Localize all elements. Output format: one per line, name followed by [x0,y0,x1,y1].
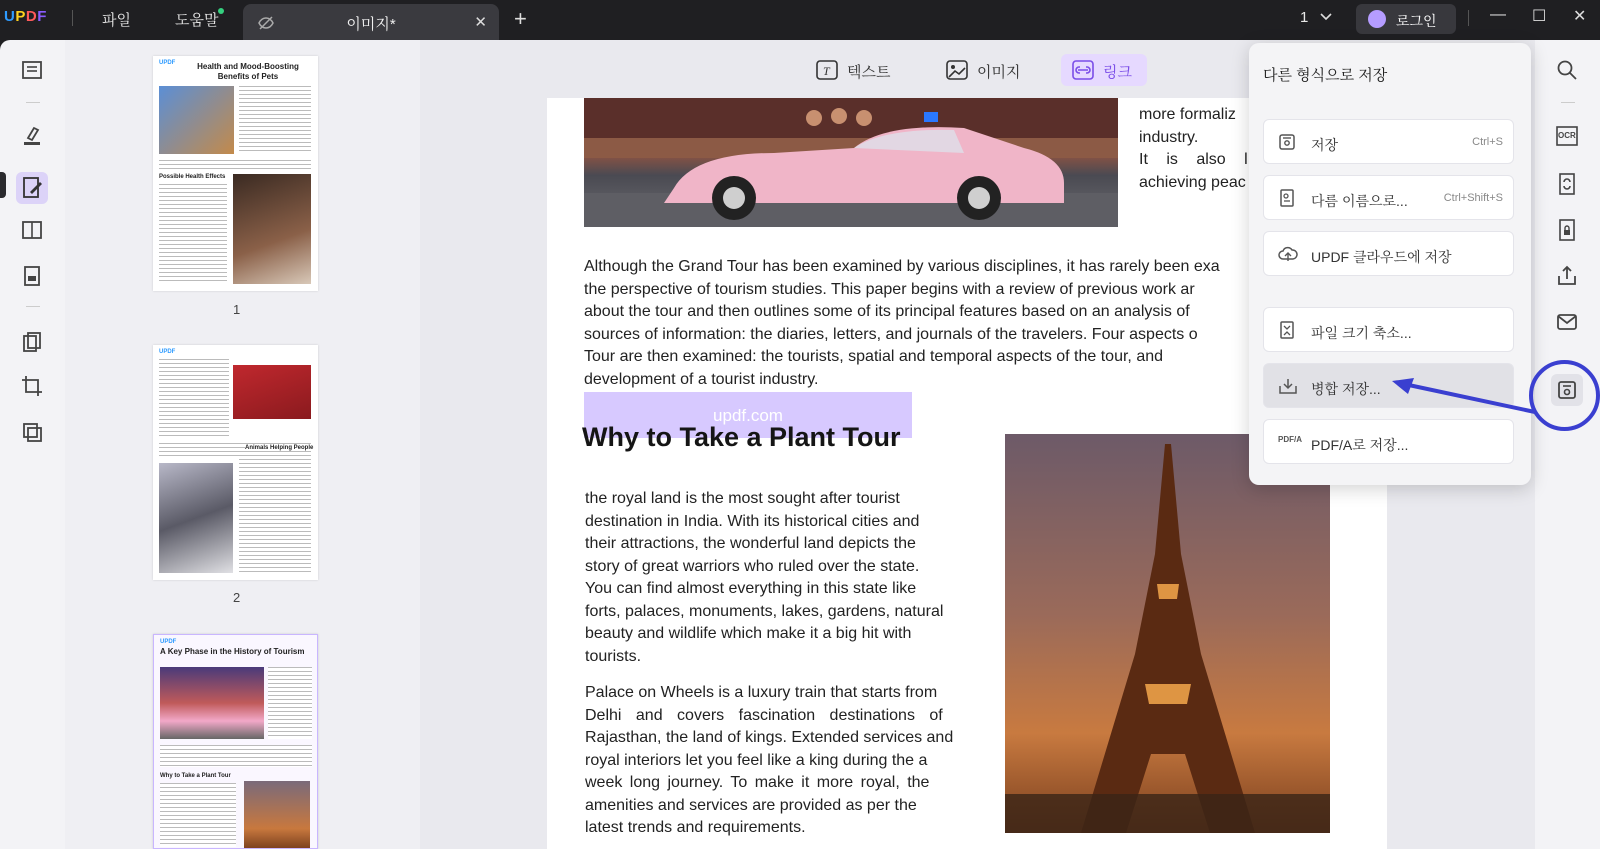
close-window-icon[interactable]: ✕ [1573,8,1587,25]
page-indicator[interactable] [1300,9,1333,26]
side-text-line: more formaliz [1139,106,1236,123]
crop-icon[interactable] [20,374,44,398]
ocr-icon-label: OCR [1558,131,1576,140]
notification-dot [218,8,224,14]
share-icon[interactable] [1555,264,1579,288]
page-tools-icon[interactable] [20,330,44,354]
thumb-tower-image [244,781,310,849]
login-button[interactable] [1356,4,1456,34]
side-text-line: industry. [1139,128,1199,146]
tool-image[interactable] [935,54,1030,86]
paragraph-line: story of great warriors who ruled over the state. [585,557,920,575]
save-as-menu [1249,43,1531,485]
save-menu-item-cloud[interactable] [1263,231,1514,276]
document-tab[interactable] [243,4,499,40]
thumbnail-page-2[interactable] [153,345,318,580]
paragraph-line: Although the Grand Tour has been examined by various disciplines, it has rarely been exa [584,258,1220,275]
svg-text:T: T [823,64,830,78]
edit-pdf-icon[interactable] [16,172,48,204]
title-divider-2 [1468,10,1469,26]
paragraph-line: Rajasthan, the land of kings. Extended services and [585,729,954,746]
thumb-text-block [239,455,311,573]
left-toolbar [0,40,65,849]
page-organize-icon[interactable] [20,218,44,242]
paragraph-line: development of a tourist industry. [584,370,819,388]
comment-highlighter-icon[interactable] [20,124,44,148]
paragraph-line: their attractions, the wonderful land depicts the [585,535,916,552]
protect-icon[interactable] [1555,218,1579,242]
thumb-cat-image [159,86,234,154]
thumb-cat-image [159,463,233,573]
save-menu-item-label: 저장 [1311,137,1339,153]
thumb-text-block [159,184,227,284]
paragraph-line: forts, palaces, monuments, lakes, gardens, natural [585,602,944,620]
maximize-icon[interactable]: ☐ [1532,8,1547,25]
login-label: 로그인 [1396,13,1437,29]
add-tab-icon[interactable]: + [514,6,527,31]
pdfa-icon: PDF/A [1278,435,1302,444]
convert-icon[interactable] [1555,172,1579,196]
sidebar-collapse-handle[interactable] [0,172,6,198]
tool-link[interactable] [1061,54,1147,86]
paragraph-line: amenities and services are provided as per the [585,796,917,814]
paragraph-line: the royal land is the most sought after tourist [585,490,900,507]
menu-help[interactable] [175,9,218,30]
paragraph-royal-land[interactable] [585,488,965,668]
save-menu-item-label: 다름 이름으로... [1311,193,1408,209]
title-bar [0,0,1600,40]
thumb-title: A Key Phase in the History of Tourism [160,647,305,656]
text-tool-icon [815,59,839,85]
thumb-text-block [268,667,312,739]
side-text-line: achieving peac [1139,173,1246,191]
save-icon [1278,133,1296,154]
save-menu-item-compress[interactable] [1263,307,1514,352]
link-url: updf.com [713,406,783,425]
flatten-save-icon [1278,377,1298,398]
paragraph-line: tourists. [585,647,642,665]
thumb-title: Health and Mood-Boosting Benefits of Pets [197,62,299,81]
thumb-subheading: Animals Helping People [245,445,314,451]
thumb-subheading: Why to Take a Plant Tour [160,773,231,779]
thumbnail-page-number: 1 [233,302,241,317]
avatar [1368,10,1386,28]
menu-help-label: 도움말 [175,12,219,29]
rail-divider [1561,102,1575,103]
paragraph-line: destination in India. With its historical cities and [585,512,920,530]
rail-divider [26,102,40,103]
layers-icon[interactable] [20,420,44,444]
paragraph-line: week long journey. To make it more royal, the [585,774,930,791]
paragraph-palace-on-wheels[interactable] [585,682,970,840]
paragraph-line: You can find almost everything in this state like [585,580,917,597]
paragraph-line: about the tour and then outlines some of its principal features based on an analysis of [584,303,1190,320]
thumb-text-block [159,160,311,170]
tool-link-label: 링크 [1103,64,1132,81]
paragraph-line: Palace on Wheels is a luxury train that starts from [585,684,938,701]
compress-icon [1278,321,1296,342]
thumb-logo: UPDF [159,349,176,355]
image-tool-icon [945,59,969,85]
updf-logo[interactable]: UPDF [4,8,47,25]
thumb-logo: UPDF [160,639,177,645]
tool-text[interactable] [805,54,900,86]
rail-divider-2 [26,306,40,307]
save-menu-item-save[interactable] [1263,119,1514,164]
link-tool-icon [1071,59,1095,85]
tool-image-label: 이미지 [977,64,1021,81]
paragraph-line: sources of information: the diaries, letters, and journals of the travelers. Four aspects o [584,325,1198,343]
thumb-text-block [239,86,311,154]
save-menu-item-shortcut: Ctrl+Shift+S [1443,192,1503,204]
title-divider [72,10,73,26]
save-menu-item-save-as[interactable] [1263,175,1514,220]
save-menu-item-label: 파일 크기 축소... [1311,325,1412,341]
save-menu-item-shortcut: Ctrl+S [1472,136,1503,148]
save-as-icon [1278,189,1296,210]
save-menu-item-pdfa[interactable] [1263,419,1514,464]
menu-file[interactable]: 파일 [102,12,131,29]
minimize-icon[interactable]: — [1490,6,1506,23]
reader-mode-icon[interactable] [20,58,44,82]
right-toolbar [1535,40,1600,849]
thumb-car-image [160,667,264,739]
thumbnail-page-1[interactable] [153,56,318,291]
thumb-dog-image [233,174,311,284]
section-heading[interactable]: Why to Take a Plant Tour [582,422,901,452]
form-edit-icon[interactable] [20,264,44,288]
paragraph-line: royal interiors let you feel like a king during the a [585,751,928,769]
chevron-down-icon [1319,9,1333,26]
tool-text-label: 텍스트 [847,64,891,81]
paragraph-line: Tour are then examined: the tourists, spatial and temporal aspects of the tour, and [584,348,1164,365]
side-text-line: It is also l [1139,151,1248,168]
cloud-icon [1278,245,1298,266]
paragraph-line: the perspective of tourism studies. This paper begins with a review of previous work ar [584,280,1195,298]
thumbnail-page-3[interactable] [153,634,318,849]
eiffel-tower-image[interactable] [1005,434,1330,833]
search-icon[interactable] [1555,58,1579,82]
paragraph-line: latest trends and requirements. [585,819,806,836]
thumbnail-page-number: 2 [233,590,241,605]
mail-icon[interactable] [1555,310,1579,334]
save-menu-title: 다른 형식으로 저장 [1263,67,1388,84]
thumb-text-block [160,783,236,847]
save-menu-item-label: PDF/A로 저장... [1311,437,1409,453]
car-image[interactable] [584,98,1118,227]
save-menu-item-label: UPDF 클라우드에 저장 [1311,249,1452,265]
thumb-text-block [159,359,229,439]
save-menu-item-label: 병합 저장... [1311,381,1381,397]
thumb-subheading: Possible Health Effects [159,174,226,180]
thumb-dog-costume-image [233,365,311,419]
ocr-icon[interactable] [1555,124,1579,148]
paragraph-grand-tour[interactable] [584,256,1254,391]
thumb-logo: UPDF [159,60,176,66]
page-indicator-value: 1 [1300,9,1309,26]
thumb-text-block [160,745,312,767]
paragraph-line: beauty and wildlife which make it a big hit with [585,625,912,642]
paragraph-line: Delhi and covers fascination destinations of [585,706,943,724]
annotation-arrow [1390,378,1540,418]
close-tab-icon[interactable]: ✕ [474,14,487,31]
tab-title: 이미지* [346,16,396,33]
